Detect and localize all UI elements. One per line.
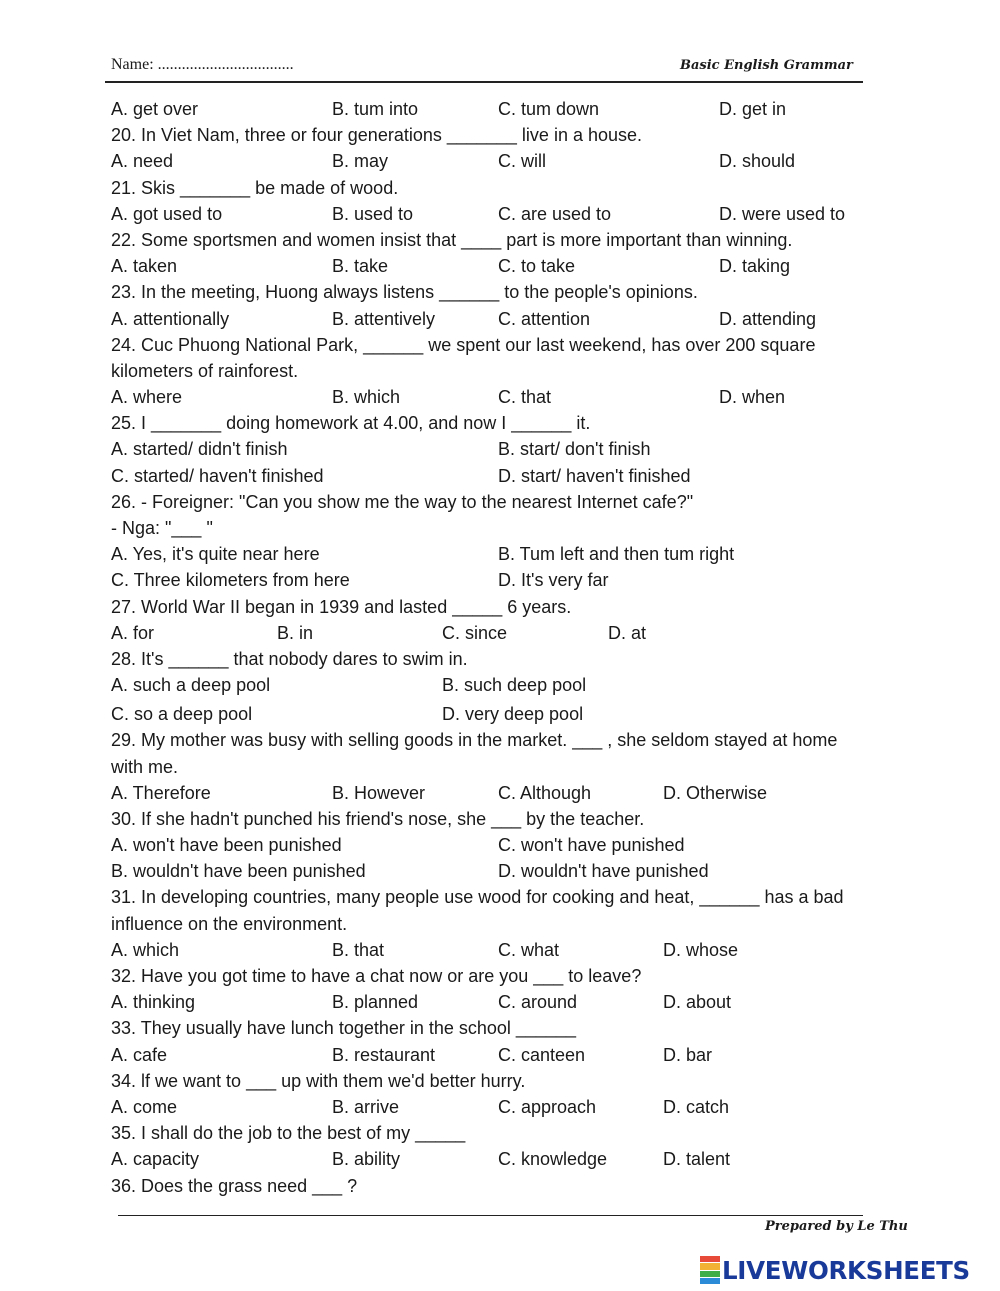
question-text: 31. In developing countries, many people use wood for cooking and heat, ______ has a bad: [111, 887, 844, 908]
icon-block-2: [700, 1263, 720, 1269]
option-row: [111, 436, 911, 462]
option-a[interactable]: A. which: [111, 939, 180, 960]
option-c[interactable]: C. tum down: [498, 99, 600, 119]
brand-name: LIVEWORKSHEETS: [722, 1255, 970, 1285]
option-a[interactable]: A. need: [111, 151, 174, 172]
header-divider: [105, 81, 863, 83]
question-text: 24. Cuc Phuong National Park, ______ we spent our last weekend, has over 200 square: [111, 334, 816, 355]
question-text: 20. In Viet Nam, three or four generations _______ live in a house.: [111, 125, 643, 146]
option-a[interactable]: A. thinking: [111, 992, 196, 1013]
option-b[interactable]: B. planned: [332, 992, 419, 1013]
option-row: [111, 698, 911, 727]
question-text-continued: with me.: [111, 756, 179, 777]
option-c[interactable]: C. around: [498, 992, 578, 1013]
icon-block-1: [700, 1256, 720, 1262]
option-row: [111, 1094, 911, 1120]
option-b[interactable]: B. attentively: [332, 308, 436, 329]
option-a[interactable]: A. for: [111, 622, 155, 643]
question-text: 26. - Foreigner: "Can you show me the way to the nearest Internet cafe?": [111, 491, 694, 512]
option-row: [111, 620, 911, 646]
option-d[interactable]: D. whose: [663, 939, 739, 960]
option-c[interactable]: C. that: [498, 387, 552, 408]
option-c[interactable]: C. knowledge: [498, 1149, 608, 1170]
option-c[interactable]: C. Although: [498, 782, 592, 803]
question-text: 27. World War II began in 1939 and lasted _____ 6 years.: [111, 596, 572, 617]
option-b[interactable]: B. restaurant: [332, 1044, 436, 1065]
question-text: 32. Have you got time to have a chat now or are you ___ to leave?: [111, 966, 642, 986]
option-d[interactable]: D. were used to: [719, 203, 846, 224]
author-credit: Prepared by Le Thu: [765, 1219, 908, 1234]
option-row: [111, 384, 911, 410]
option-d[interactable]: D. taking: [719, 256, 791, 277]
option-a[interactable]: A. cafe: [111, 1044, 168, 1065]
option-row: [111, 567, 911, 593]
option-a[interactable]: A. Yes, it's quite near here: [111, 544, 320, 565]
option-row: [111, 832, 911, 858]
option-b[interactable]: B. ability: [332, 1149, 401, 1170]
question-text: 30. If she hadn't punched his friend's nose, she ___ by the teacher.: [111, 808, 645, 829]
option-b[interactable]: B. wouldn't have been punished: [111, 861, 366, 882]
liveworksheets-logo: [700, 1253, 970, 1287]
liveworksheets-icon: [700, 1256, 720, 1284]
option-d[interactable]: D. about: [663, 992, 732, 1013]
option-d[interactable]: D. start/ haven't finished: [498, 465, 691, 486]
option-d[interactable]: D. at: [608, 622, 647, 643]
option-row: [111, 201, 911, 227]
option-d[interactable]: D. should: [719, 151, 796, 172]
option-row: [111, 858, 911, 884]
option-a[interactable]: A. where: [111, 387, 183, 408]
option-d[interactable]: D. catch: [663, 1096, 730, 1117]
option-c[interactable]: C. started/ haven't finished: [111, 465, 324, 486]
option-c[interactable]: C. are used to: [498, 203, 612, 224]
option-d[interactable]: D. very deep pool: [442, 704, 584, 725]
option-c[interactable]: C. to take: [498, 256, 576, 277]
option-d[interactable]: D. get in: [719, 99, 787, 119]
option-row: [111, 541, 911, 567]
option-c[interactable]: C. canteen: [498, 1044, 586, 1065]
option-d[interactable]: D. wouldn't have punished: [498, 861, 709, 882]
option-b[interactable]: B. Tum left and then tum right: [498, 544, 735, 565]
option-a[interactable]: A. taken: [111, 256, 178, 277]
option-c[interactable]: C. won't have punished: [498, 835, 685, 856]
question-list: [111, 96, 911, 1199]
option-b[interactable]: B. in: [277, 622, 314, 643]
option-a[interactable]: A. started/ didn't finish: [111, 439, 288, 460]
option-b[interactable]: B. arrive: [332, 1096, 400, 1117]
option-b[interactable]: B. start/ don't finish: [498, 439, 651, 460]
question-text-continued: influence on the environment.: [111, 913, 348, 934]
option-row: [111, 1042, 911, 1068]
option-c[interactable]: C. so a deep pool: [111, 704, 253, 725]
question-text: 29. My mother was busy with selling goods in the market. ___ , she seldom stayed at home: [111, 730, 838, 751]
option-a[interactable]: A. Therefore: [111, 782, 211, 803]
option-c[interactable]: C. what: [498, 939, 560, 960]
question-text: 25. I _______ doing homework at 4.00, and now I ______ it.: [111, 413, 591, 434]
option-row: [111, 148, 911, 174]
option-row: [111, 1146, 911, 1172]
option-b[interactable]: B. may: [332, 151, 389, 172]
option-b[interactable]: B. used to: [332, 203, 414, 224]
option-d[interactable]: D. It's very far: [498, 570, 609, 591]
option-row: [111, 96, 911, 122]
question-text-continued: kilometers of rainforest.: [111, 360, 299, 381]
question-text-continued: - Nga: "___ ": [111, 518, 213, 538]
option-row: [111, 672, 911, 698]
option-d[interactable]: D. attending: [719, 308, 817, 329]
question-text: 35. I shall do the job to the best of my _____: [111, 1123, 466, 1144]
option-b[interactable]: B. that: [332, 939, 385, 960]
option-b[interactable]: B. which: [332, 387, 401, 408]
option-row: [111, 937, 911, 963]
option-c[interactable]: C. since: [442, 622, 508, 643]
option-row: [111, 306, 911, 332]
icon-block-3: [700, 1271, 720, 1277]
option-row: [111, 780, 911, 806]
option-row: [111, 253, 911, 279]
option-a[interactable]: A. such a deep pool: [111, 675, 271, 696]
option-b[interactable]: B. However: [332, 782, 426, 803]
option-b[interactable]: B. tum into: [332, 99, 419, 119]
footer-divider: [118, 1215, 863, 1216]
question-text: 36. Does the grass need ___ ?: [111, 1175, 358, 1196]
question-text: 22. Some sportsmen and women insist that ____ part is more important than winning.: [111, 229, 793, 250]
question-text: 33. They usually have lunch together in the school ______: [111, 1018, 576, 1039]
name-field-label: Name: ..................................: [111, 56, 294, 73]
option-b[interactable]: B. take: [332, 256, 389, 277]
option-c[interactable]: C. will: [498, 151, 546, 172]
option-row: [111, 989, 911, 1015]
option-d[interactable]: D. bar: [663, 1044, 713, 1065]
option-a[interactable]: A. got used to: [111, 203, 223, 224]
question-text: 21. Skis _______ be made of wood.: [111, 177, 399, 198]
option-row: [111, 463, 911, 489]
worksheet-title: Basic English Grammar: [680, 58, 853, 73]
option-d[interactable]: D. when: [719, 387, 786, 408]
question-text: 23. In the meeting, Huong always listens ______ to the people's opinions.: [111, 282, 698, 303]
option-d[interactable]: D. talent: [663, 1149, 731, 1170]
icon-block-4: [700, 1278, 720, 1284]
option-a[interactable]: A. come: [111, 1096, 178, 1117]
question-text: 34. lf we want to ___ up with them we'd better hurry.: [111, 1070, 526, 1091]
option-b[interactable]: B. such deep pool: [442, 675, 587, 696]
option-a[interactable]: A. attentionally: [111, 308, 230, 329]
option-a[interactable]: A. capacity: [111, 1149, 200, 1170]
option-d[interactable]: D. Otherwise: [663, 782, 768, 803]
option-a[interactable]: A. won't have been punished: [111, 835, 342, 856]
option-a[interactable]: A. get over: [111, 99, 199, 119]
question-text: 28. It's ______ that nobody dares to swim in.: [111, 648, 468, 669]
option-c[interactable]: C. attention: [498, 308, 591, 329]
option-c[interactable]: C. approach: [498, 1096, 597, 1117]
option-c[interactable]: C. Three kilometers from here: [111, 570, 350, 591]
